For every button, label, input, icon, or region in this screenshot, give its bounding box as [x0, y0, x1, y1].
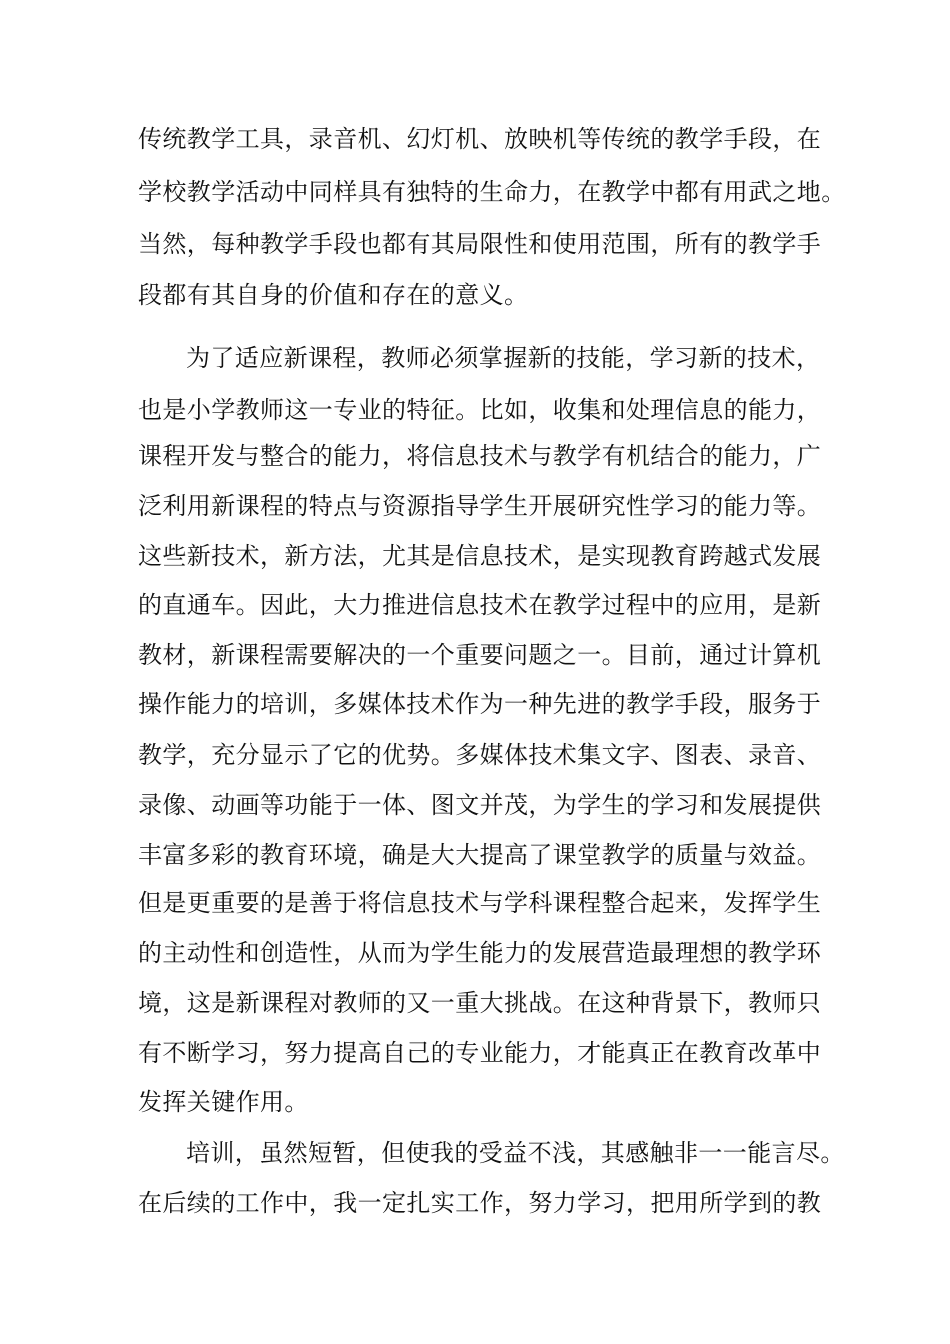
text-line: 的主动性和创造性，从而为学生能力的发展营造最理想的教学环 — [138, 939, 822, 967]
text-line: 传统教学工具，录音机、幻灯机、放映机等传统的教学手段，在 — [138, 125, 822, 153]
text-line: 也是小学教师这一专业的特征。比如，收集和处理信息的能力， — [138, 396, 822, 424]
text-line: 有不断学习，努力提高自己的专业能力，才能真正在教育改革中 — [138, 1039, 822, 1067]
text-line: 发挥关键作用。 — [138, 1088, 309, 1116]
text-line: 丰富多彩的教育环境，确是大大提高了课堂教学的质量与效益。 — [138, 841, 822, 869]
text-line: 为了适应新课程，教师必须掌握新的技能，学习新的技术， — [186, 344, 821, 372]
text-line: 的直通车。因此，大力推进信息技术在教学过程中的应用，是新 — [138, 591, 822, 619]
text-line: 培训，虽然短暂，但使我的受益不浅，其感触非一一能言尽。 — [186, 1139, 845, 1167]
text-line: 课程开发与整合的能力，将信息技术与教学有机结合的能力，广 — [138, 442, 822, 470]
text-line: 在后续的工作中，我一定扎实工作，努力学习，把用所学到的教 — [138, 1189, 822, 1217]
text-line: 操作能力的培训，多媒体技术作为一种先进的教学手段，服务于 — [138, 690, 822, 718]
text-line: 泛利用新课程的特点与资源指导学生开展研究性学习的能力等。 — [138, 492, 822, 520]
text-line: 境，这是新课程对教师的又一重大挑战。在这种背景下，教师只 — [138, 989, 822, 1017]
text-line: 教学，充分显示了它的优势。多媒体技术集文字、图表、录音、 — [138, 741, 822, 769]
text-line: 段都有其自身的价值和存在的意义。 — [138, 281, 529, 309]
text-line: 这些新技术，新方法，尤其是信息技术，是实现教育跨越式发展 — [138, 542, 822, 570]
text-line: 当然，每种教学手段也都有其局限性和使用范围，所有的教学手 — [138, 230, 822, 258]
text-line: 录像、动画等功能于一体、图文并茂，为学生的学习和发展提供 — [138, 791, 822, 819]
text-line: 教材，新课程需要解决的一个重要问题之一。目前，通过计算机 — [138, 641, 822, 669]
text-line: 但是更重要的是善于将信息技术与学科课程整合起来，发挥学生 — [138, 889, 822, 917]
text-line: 学校教学活动中同样具有独特的生命力，在教学中都有用武之地。 — [138, 178, 846, 206]
